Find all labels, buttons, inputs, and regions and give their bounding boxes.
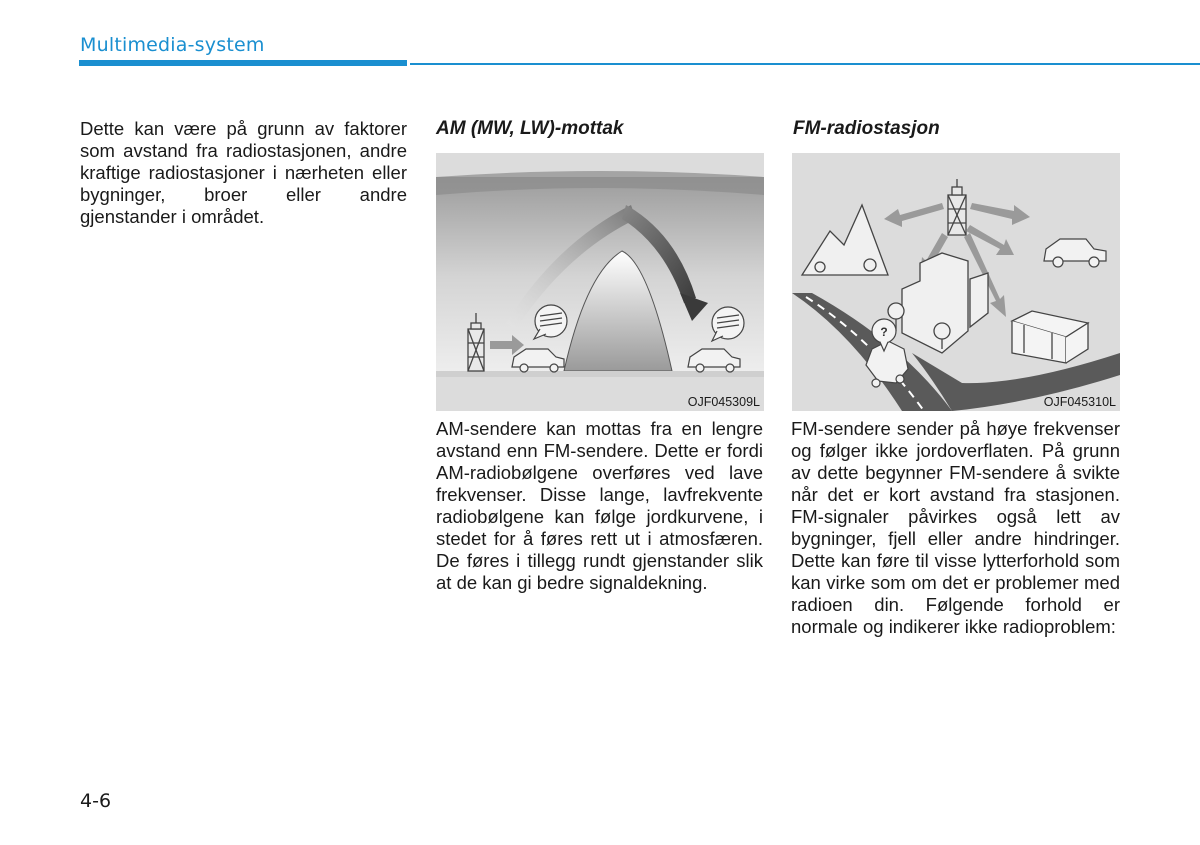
question-mark-icon: ?: [880, 325, 888, 339]
header-rule-thin: [410, 63, 1200, 65]
am-propagation-diagram: [436, 153, 764, 411]
page-number: 4-6: [80, 790, 112, 812]
fm-propagation-diagram: [792, 153, 1120, 411]
header-rule-thick: [79, 60, 407, 66]
ground: [436, 371, 764, 377]
am-illustration: [436, 153, 764, 411]
am-paragraph: AM-sendere kan mottas fra en lengre avstand enn FM-sendere. Dette er fordi AM-radiobølgene overføres ved lave frekvenser. Disse lange, lavfrekvente radiobølgene kan følge jordkurvene, i stedet for å føres rett ut i atmosfæren. De føres i tillegg rundt gjenstander slik at de kan gi bedre signaldekning.: [436, 418, 763, 593]
fm-illustration: [792, 153, 1120, 411]
header-title: Multimedia-system: [80, 34, 265, 56]
figure-code: OJF045310L: [1043, 395, 1116, 409]
intro-paragraph: Dette kan være på grunn av faktorer som avstand fra radiostasjonen, andre kraftige radiostasjoner i nærheten eller bygninger, broer eller andre gjenstander i området.: [80, 118, 407, 227]
fm-paragraph: FM-sendere sender på høye frekvenser og følger ikke jordoverflaten. På grunn av dette begynner FM-sendere å svikte når det er kort avstand fra stasjonen. FM-signaler påvirkes også lett av bygninger, fjell eller andre hindringer. Dette kan føre til visse lytterforhold som kan virke som om det er problemer med radioen din. Følgende forhold er normale og indikerer ikke radioproblem:: [791, 418, 1120, 637]
fm-section-heading: FM-radiostasjon: [793, 118, 940, 139]
figure-code: OJF045309L: [687, 395, 760, 409]
am-section-heading: AM (MW, LW)-mottak: [436, 118, 624, 139]
